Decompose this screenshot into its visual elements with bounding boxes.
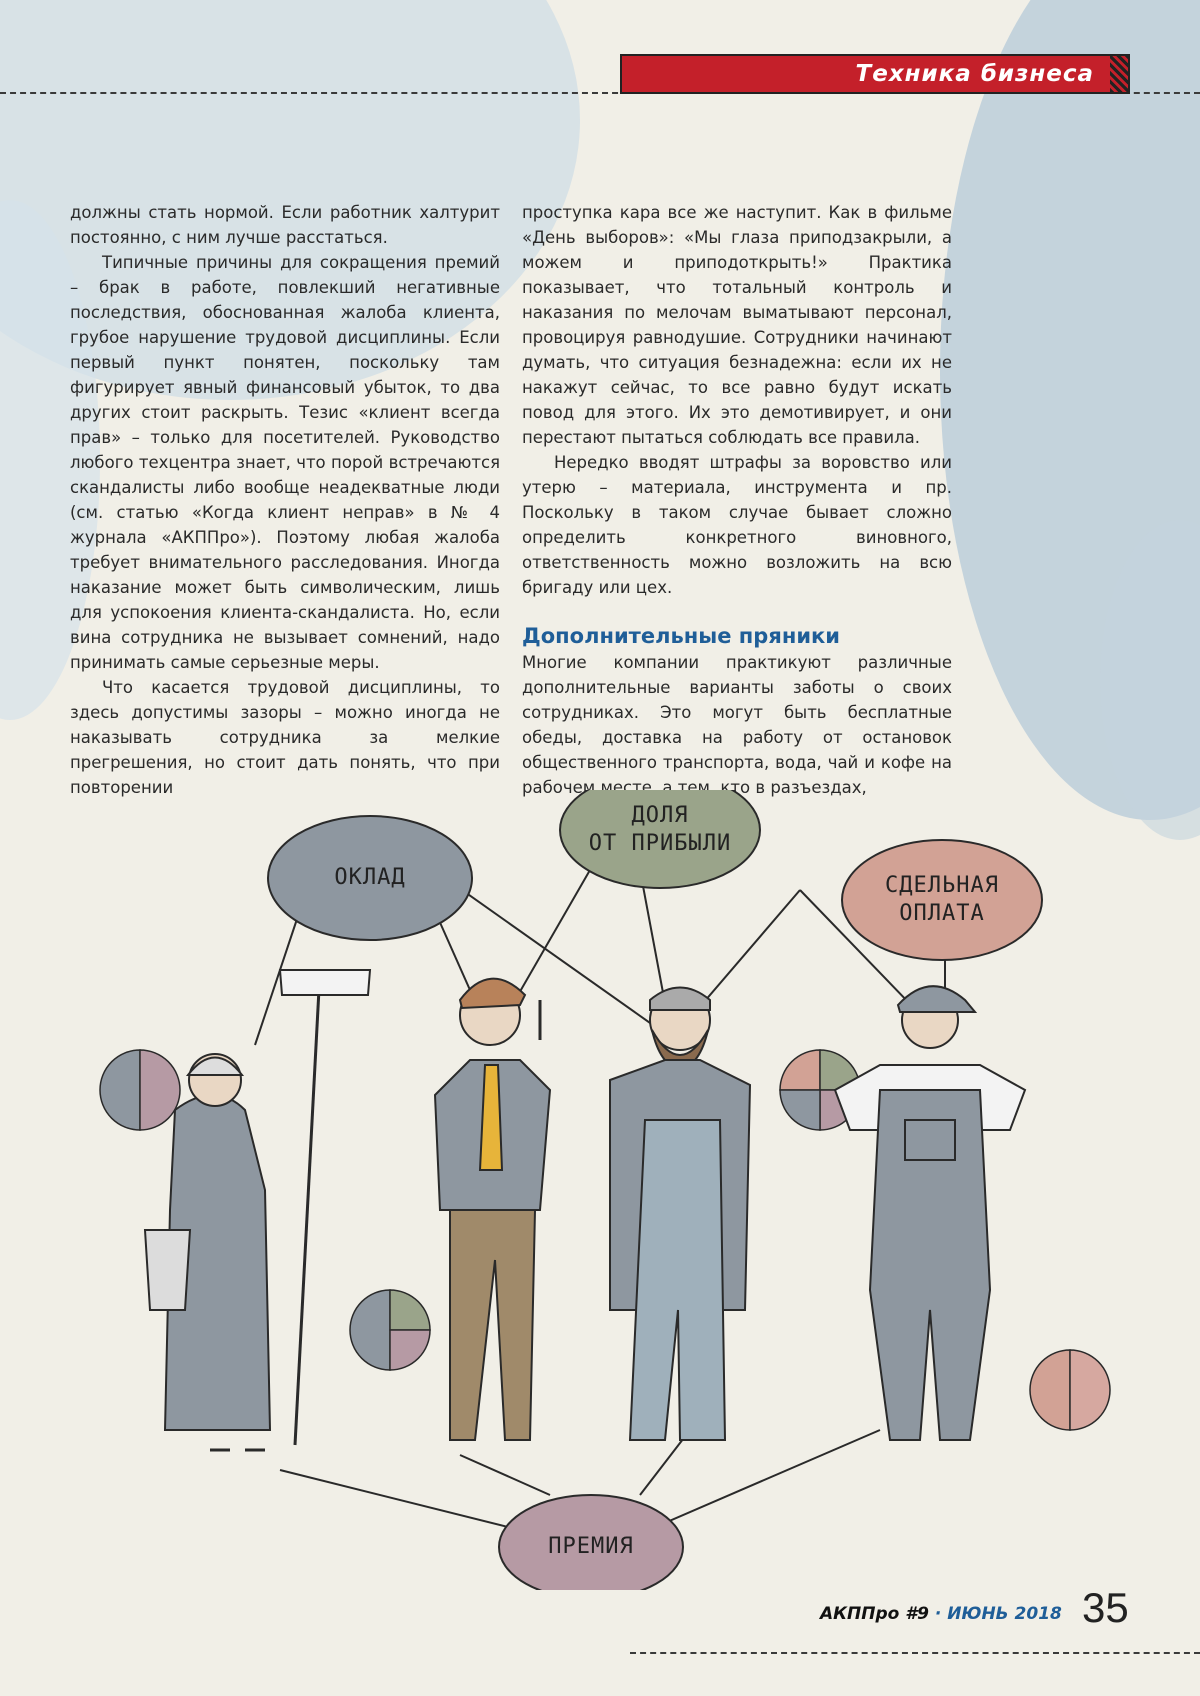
section-heading: Дополнительные пряники	[522, 624, 841, 648]
tag-stripes	[1110, 56, 1128, 92]
section-tag	[620, 54, 1130, 94]
profit-share-label: ДОЛЯ ОТ ПРИБЫЛИ	[588, 803, 732, 856]
paragraph: должны стать нормой. Если работник халтурит постоянно, с ним лучше расстаться.	[70, 203, 500, 247]
magazine-name: АКППро	[820, 1604, 900, 1624]
paragraph: Многие компании практикуют различные дополнительные варианты заботы о своих сотрудниках. Это могут быть бесплатные обеды, доставка на работу от остановок общественного транспорта, вода, чай и кофе на рабочем месте, а тем, кто в разъездах,	[522, 653, 952, 797]
issue-number: #9	[905, 1604, 929, 1624]
manager-figure	[435, 979, 550, 1440]
paragraph: Нередко вводят штрафы за воровство или утерю – материала, инструмента и пр. Поскольку в таком случае бывает сложно определить конкретного виновного, ответственность можно возложить на всю бригаду или цех.	[522, 453, 952, 597]
cleaner-figure	[145, 970, 370, 1450]
young-mechanic-figure	[835, 986, 1025, 1440]
pie-worker-1	[100, 1050, 180, 1130]
salary-label: ОКЛАД	[334, 865, 406, 890]
right-column	[522, 200, 952, 800]
bearded-mechanic-figure	[610, 988, 750, 1441]
paragraph: проступка кара все же наступит. Как в фильме «День выборов»: «Мы глаза приподзакрыли, а можем и приподоткрыть!» Практика показывает, что тотальный контроль и наказания по мелочам выматывают персонал, провоцируя равнодушие. Сотрудники начинают думать, что ситуация безнадежна: если их не накажут сейчас, то все равно будут искать повод для этого. Их это демотивирует, и они перестают пытаться соблюдать все правила.	[522, 203, 952, 447]
page-number: 35	[1082, 1584, 1129, 1631]
bonus-label: ПРЕМИЯ	[548, 1534, 634, 1559]
piecework-label: СДЕЛЬНАЯ ОПЛАТА	[885, 873, 999, 926]
paragraph: Типичные причины для сокращения премий – брак в работе, повлекший негативные последствия, обоснованная жалоба клиента, грубое нарушение трудовой дисциплины. Если первый пункт понятен, поскольку там фигурирует явный финансовый убыток, то два других стоит раскрыть. Тезис «клиент всегда прав» – только для посетителей. Руководство любого техцентра знает, что порой встречаются скандалисты либо вообще неадекватные люди (см. статью «Когда клиент неправ» в № 4 журнала «АКППро»). Поэтому любая жалоба требует внимательного расследования. Иногда наказание может быть символическим, лишь для успокоения клиента-скандалиста. Но, если вина сотрудника не вызывает сомнений, надо принимать самые серьезные меры.	[70, 253, 500, 672]
pie-worker-4	[1030, 1350, 1110, 1430]
pie-worker-2	[350, 1290, 430, 1370]
magazine-credit	[820, 1604, 1062, 1624]
separator: ·	[934, 1604, 942, 1624]
footer-divider	[630, 1652, 1200, 1654]
pay-structure-illustration	[80, 790, 1120, 1590]
left-column	[70, 200, 500, 800]
section-title: Техника бизнеса	[855, 61, 1094, 87]
paragraph: Что касается трудовой дисциплины, то здесь допустимы зазоры – можно иногда не наказывать сотрудника за мелкие прегрешения, но стоит дать понять, что при повторении	[70, 678, 500, 797]
issue-date: ИЮНЬ 2018	[947, 1604, 1062, 1624]
